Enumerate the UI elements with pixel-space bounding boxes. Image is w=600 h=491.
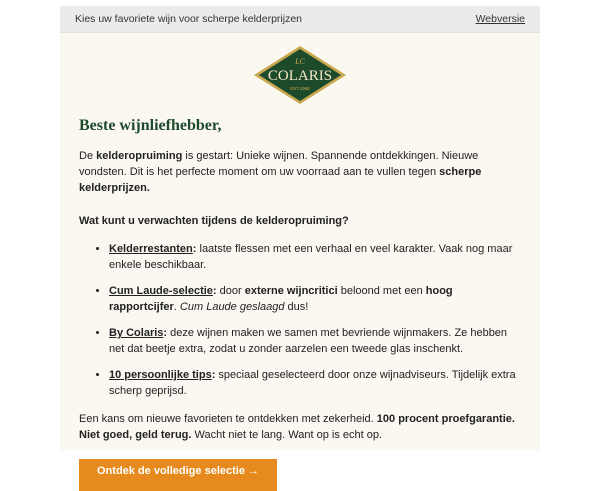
- subheading: Wat kunt u verwachten tijdens de kelderopruiming?: [79, 215, 349, 227]
- list-item: • 10 persoonlijke tips: speciaal geselecteerd door onze wijnadviseurs. Tijdelijk extra scherp geprijsd.: [109, 367, 521, 399]
- colaris-logo[interactable]: [253, 45, 347, 105]
- web-version-link[interactable]: Webversie: [475, 13, 525, 25]
- logo-wordmark: COLARIS: [267, 68, 333, 84]
- persoonlijke-tips-link[interactable]: 10 persoonlijke tips: [109, 369, 212, 381]
- preheader-bar: [60, 6, 540, 33]
- list-item: • Cum Laude-selectie: door externe wijncritici beloond met een hoog rapportcijfer. Cum Laude geslaagd dus!: [109, 283, 521, 315]
- kelderrestanten-link[interactable]: Kelderrestanten: [109, 243, 193, 255]
- preheader-text: Kies uw favoriete wijn voor scherpe kelderprijzen: [75, 13, 303, 25]
- logo-area: [60, 45, 540, 105]
- greeting-heading: Beste wijnliefhebber,: [79, 117, 222, 134]
- logo-monogram: LC: [295, 57, 305, 66]
- email-body: [60, 117, 540, 491]
- list-item: • By Colaris: deze wijnen maken we samen met bevriende wijnmakers. Ze hebben net dat beetje extra, zodat u zonder aarzelen een tweede glas inschenkt.: [109, 325, 521, 357]
- cum-laude-link[interactable]: Cum Laude-selectie: [109, 285, 213, 297]
- intro-paragraph: De kelderopruiming is gestart: Unieke wijnen. Spannende ontdekkingen. Nieuwe vondsten. Dit is het perfecte moment om uw voorraad aan te vullen tegen scherpe kelderprijzen.: [79, 150, 482, 194]
- logo-est: EST.1968: [290, 86, 310, 91]
- email-frame: [60, 6, 540, 477]
- by-colaris-link[interactable]: By Colaris: [109, 327, 164, 339]
- list-item: • Kelderrestanten: laatste flessen met een verhaal en veel karakter. Vaak nog maar enkele beschikbaar.: [109, 241, 521, 273]
- closing-paragraph: Een kans om nieuwe favorieten te ontdekken met zekerheid. 100 procent proefgarantie. Niet goed, geld terug. Wacht niet te lang. Want op is echt op.: [79, 413, 515, 441]
- benefits-list: [79, 241, 521, 399]
- cta-button[interactable]: Ontdek de volledige selectie →: [79, 459, 277, 491]
